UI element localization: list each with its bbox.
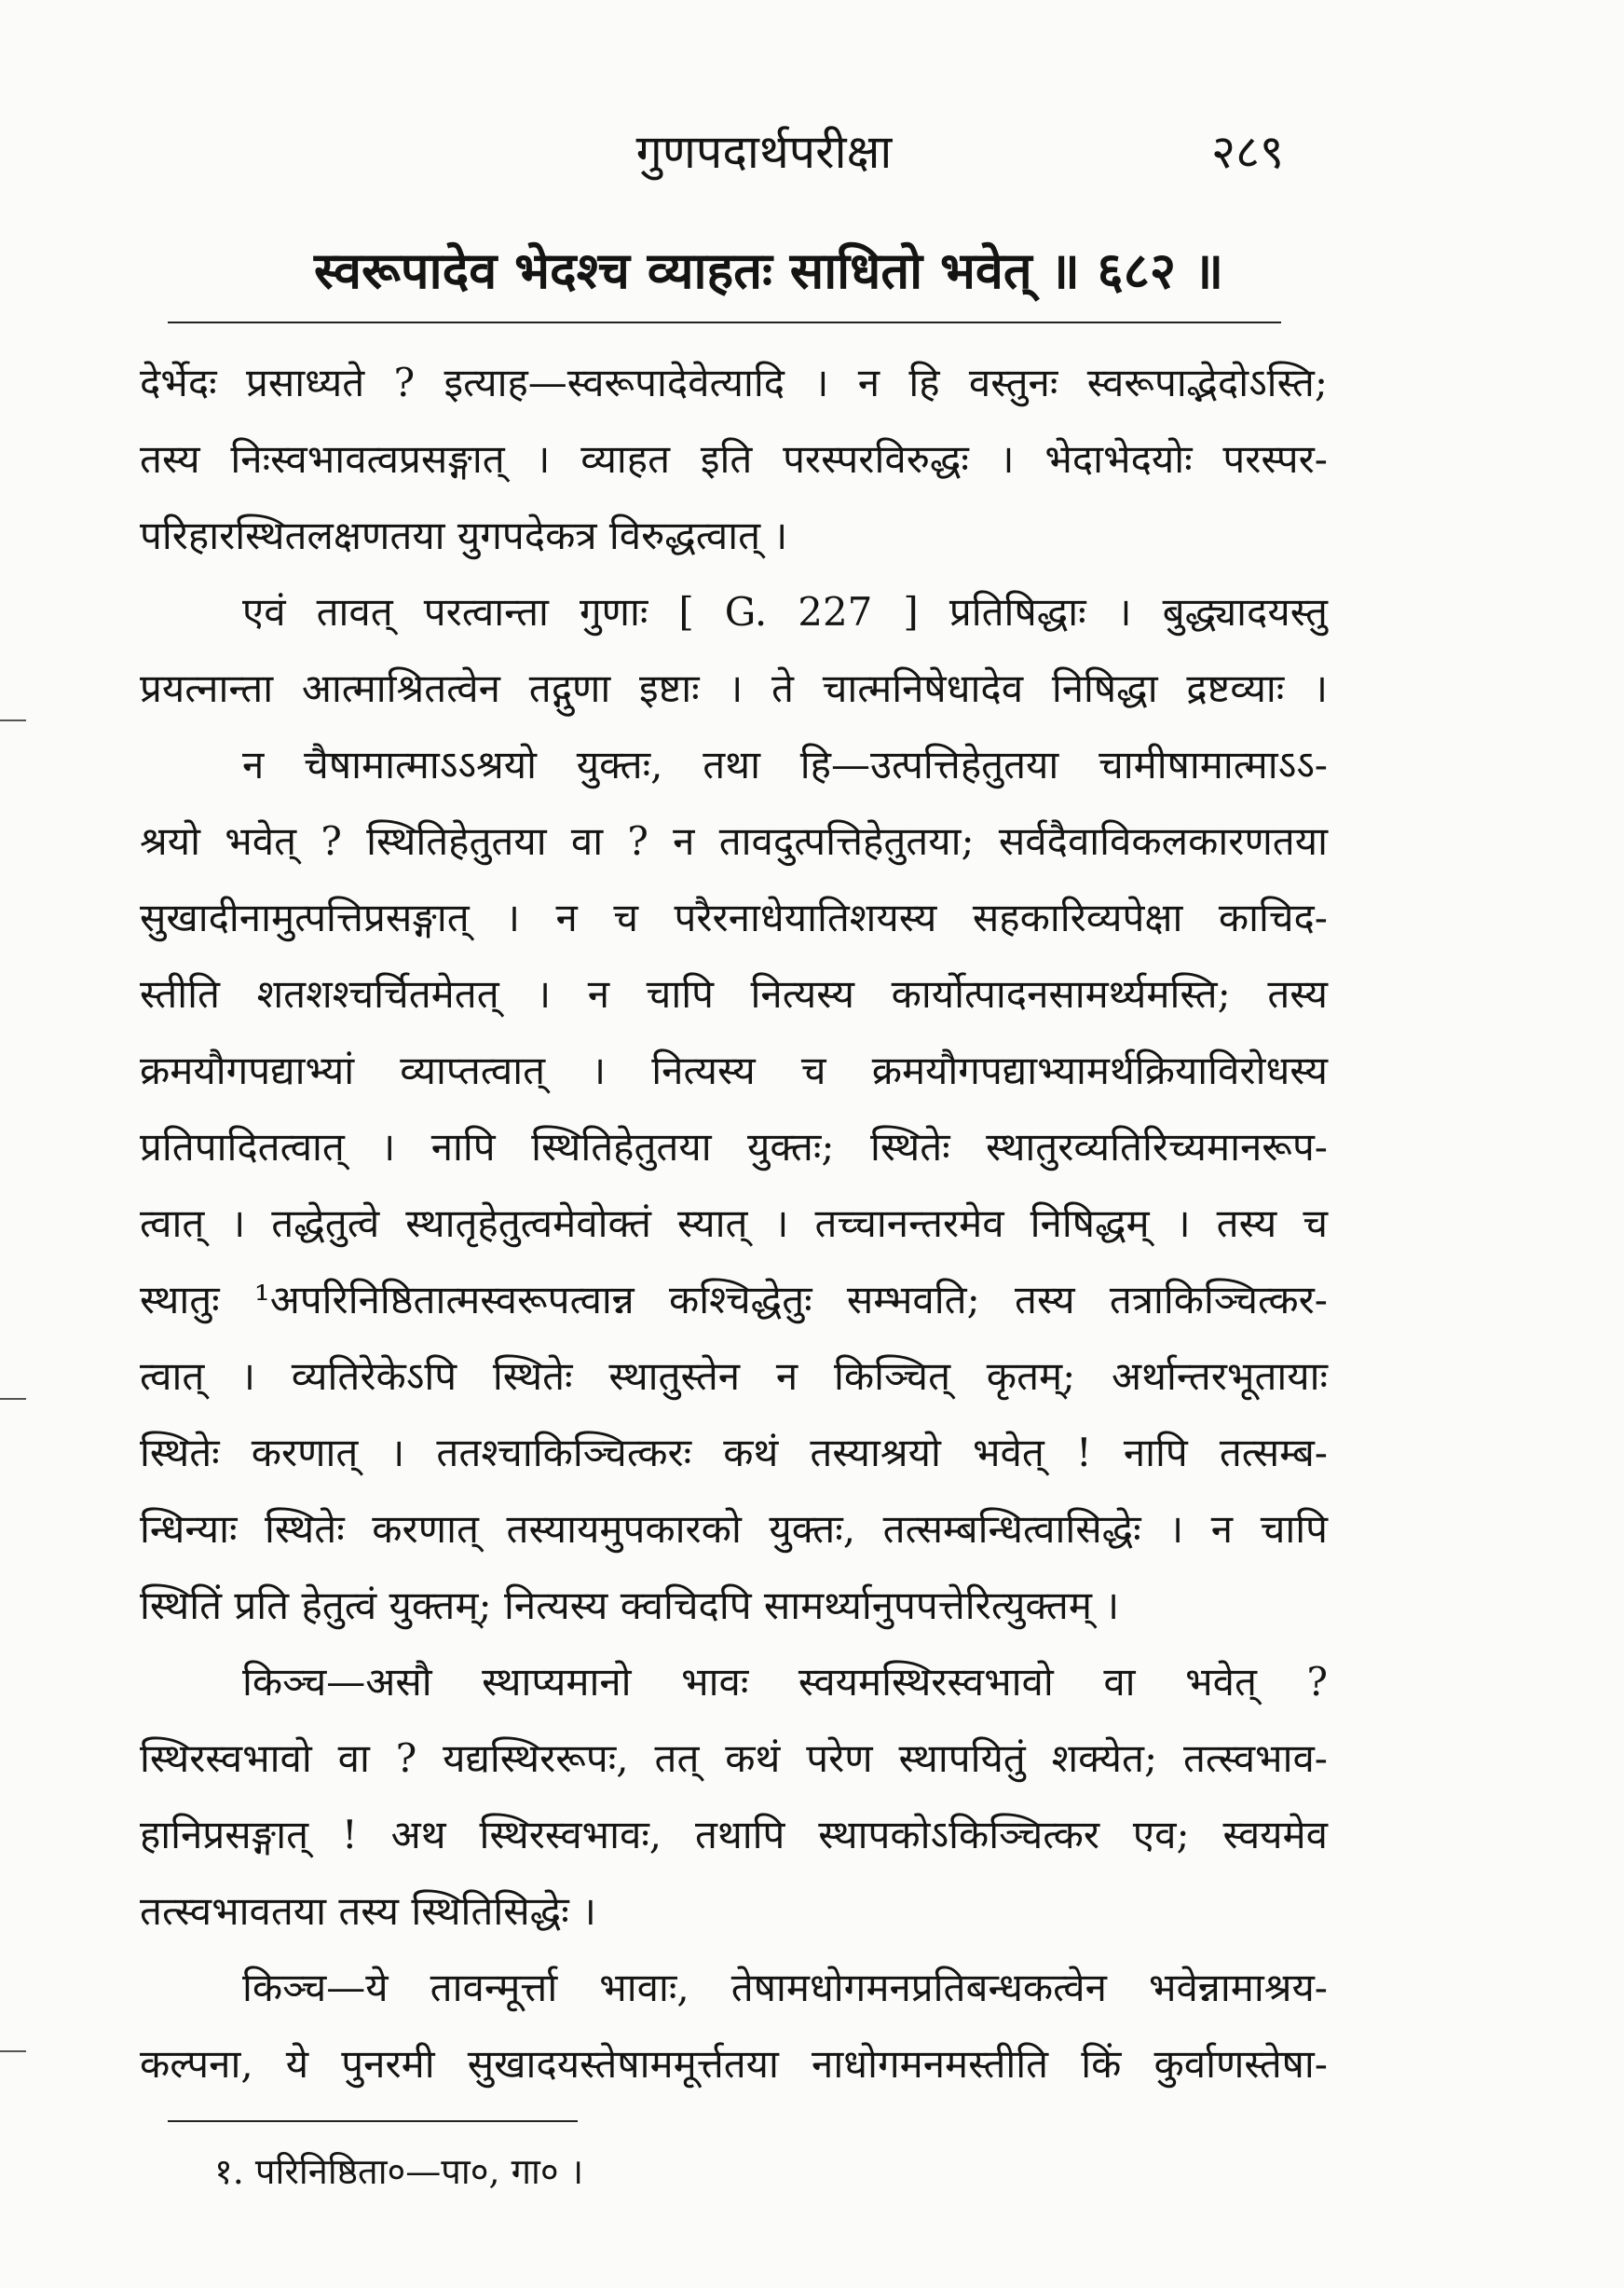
margin-tick xyxy=(0,1398,26,1400)
footnote: १. परिनिष्ठिता०—पा०, गा० । xyxy=(214,2151,584,2192)
text-line: श्रयो भवेत् ? स्थितिहेतुतया वा ? न तावदुत्पत्तिहेतुतया; सर्वदैवाविकलकारणतया xyxy=(140,818,1328,864)
text-line: किञ्च—असौ स्थाप्यमानो भावः स्वयमस्थिरस्वभावो वा भवेत् ? xyxy=(242,1659,1328,1705)
text-line: परिहारस्थितलक्षणतया युगपदेकत्र विरुद्धत्वात् । xyxy=(140,513,788,558)
text-line: न चैषामात्माऽऽश्रयो युक्तः, तथा हि—उत्पत्तिहेतुतया चामीषामात्माऽऽ- xyxy=(242,742,1328,788)
text-line: त्वात् । व्यतिरेकेऽपि स्थितेः स्थातुस्तेन न किञ्चित् कृतम्; अर्थान्तरभूतायाः xyxy=(140,1353,1328,1399)
text-line: स्थातुः ¹अपरिनिष्ठितात्मस्वरूपत्वान्न कश्चिद्धेतुः सम्भवति; तस्य तत्राकिञ्चित्कर- xyxy=(140,1277,1328,1322)
text-line: क्रमयौगपद्याभ्यां व्याप्तत्वात् । नित्यस्य च क्रमयौगपद्याभ्यामर्थक्रियाविरोधस्य xyxy=(140,1048,1328,1093)
verse-rule xyxy=(168,322,1281,323)
text-line: तस्य निःस्वभावत्वप्रसङ्गात् । व्याहत इति परस्परविरुद्धः । भेदाभेदयोः परस्पर- xyxy=(140,436,1328,482)
text-line: सुखादीनामुत्पत्तिप्रसङ्गात् । न च परैरनाधेयातिशयस्य सहकारिव्यपेक्षा काचिद- xyxy=(140,895,1328,940)
text-line: प्रयत्नान्ता आत्माश्रितत्वेन तद्गुणा इष्टाः । ते चात्मनिषेधादेव निषिद्धा द्रष्टव्याः । xyxy=(140,665,1328,711)
margin-tick xyxy=(0,2050,26,2052)
text-line: स्थिरस्वभावो वा ? यद्यस्थिररूपः, तत् कथं परेण स्थापयितुं शक्येत; तत्स्वभाव- xyxy=(140,1735,1328,1781)
text-line: स्थितेः करणात् । ततश्चाकिञ्चित्करः कथं तस्याश्रयो भवेत् ! नापि तत्सम्ब- xyxy=(140,1430,1328,1475)
running-title: गुणपदार्थपरीक्षा xyxy=(635,125,893,179)
page-number: २८९ xyxy=(1211,125,1284,179)
footnote-rule xyxy=(168,2120,578,2122)
text-line: त्वात् । तद्धेतुत्वे स्थातृहेतुत्वमेवोक्तं स्यात् । तच्चानन्तरमेव निषिद्धम् । तस्य च xyxy=(140,1200,1328,1246)
text-line: प्रतिपादितत्वात् । नापि स्थितिहेतुतया युक्तः; स्थितेः स्थातुरव्यतिरिच्यमानरूप- xyxy=(140,1124,1328,1170)
margin-tick xyxy=(0,719,26,721)
text-line: देर्भेदः प्रसाध्यते ? इत्याह—स्वरूपादेवेत्यादि । न हि वस्तुनः स्वरूपाद्भेदोऽस्ति; xyxy=(140,360,1328,405)
text-line: तत्स्वभावतया तस्य स्थितिसिद्धेः । xyxy=(140,1888,596,1934)
verse-line: स्वरूपादेव भेदश्च व्याहतः साधितो भवेत् ॥ ६८२ ॥ xyxy=(313,240,1224,300)
text-line: स्तीति शतशश्चर्चितमेतत् । न चापि नित्यस्य कार्योत्पादनसामर्थ्यमस्ति; तस्य xyxy=(140,971,1328,1017)
commentary-text xyxy=(140,345,1328,2103)
text-line: एवं तावत् परत्वान्ता गुणाः [ G. 227 ] प्रतिषिद्धाः । बुद्ध्यादयस्तु xyxy=(242,589,1328,635)
text-line: स्थितिं प्रति हेतुत्वं युक्तम्; नित्यस्य क्वचिदपि सामर्थ्यानुपपत्तेरित्युक्तम् । xyxy=(140,1582,1120,1628)
text-line: किञ्च—ये तावन्मूर्त्ता भावाः, तेषामधोगमनप्रतिबन्धकत्वेन भवेन्नामाश्रय- xyxy=(242,1965,1328,2010)
text-line: हानिप्रसङ्गात् ! अथ स्थिरस्वभावः, तथापि स्थापकोऽकिञ्चित्कर एव; स्वयमेव xyxy=(140,1812,1328,1857)
text-line: न्धिन्याः स्थितेः करणात् तस्यायमुपकारको युक्तः, तत्सम्बन्धित्वासिद्धेः । न चापि xyxy=(140,1506,1328,1552)
text-line: कल्पना, ये पुनरमी सुखादयस्तेषाममूर्त्ततया नाधोगमनमस्तीति किं कुर्वाणस्तेषा- xyxy=(140,2041,1328,2087)
running-head xyxy=(0,119,1624,185)
